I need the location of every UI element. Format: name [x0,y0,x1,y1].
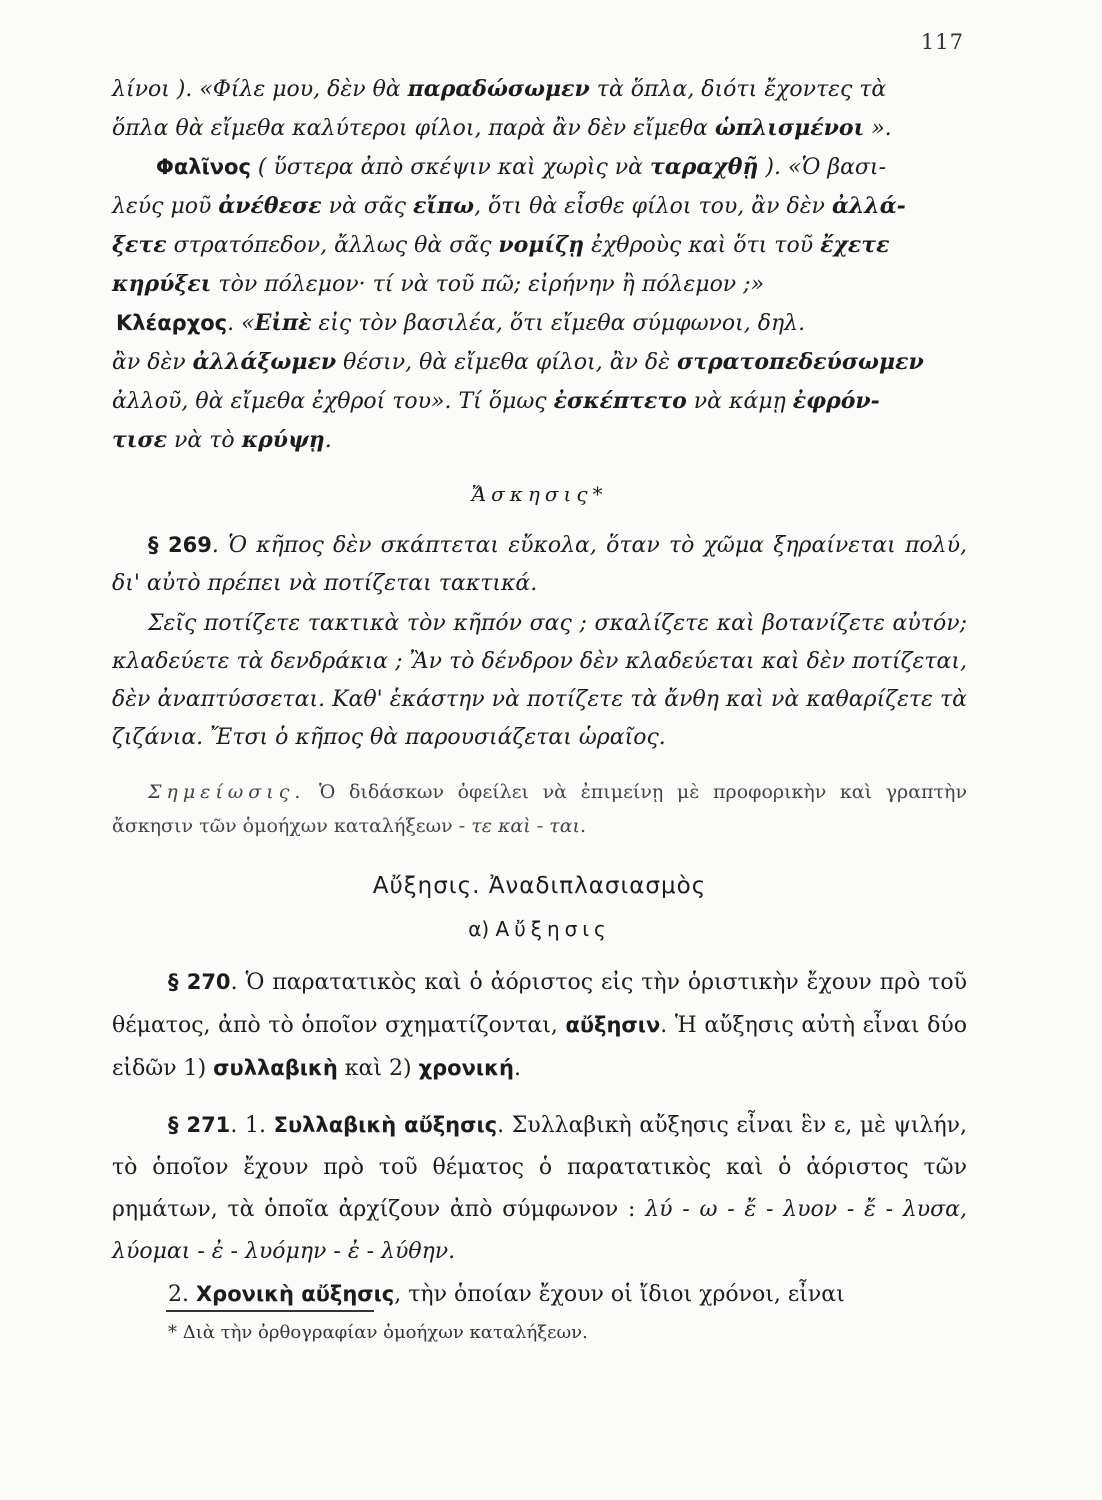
dialogue-line: ἂν δὲν ἀλλάξωμεν θέσιν, θὰ εἴμεθα φίλοι, ἂν δὲ στρατοπεδεύσωμεν [112,349,924,375]
paragraph-270: § 270. Ὁ παρατατικὸς καὶ ὁ ἀόριστος εἰς τὴν ὁριστικὴν ἔχουν πρὸ τοῦ θέματος, ἀπὸ τὸ ὁποῖον σχηματίζονται, αὔξησιν. Ἡ αὔξησις αὐτὴ εἶναι δύο εἰδῶν 1) συλλαβικὴ καὶ 2) χρονική. [112,970,968,1081]
dialogue-line: ξετε στρατόπεδον, ἄλλως θὰ σᾶς νομίζῃ ἐχθροὺς καὶ ὅτι τοῦ ἔχετε [112,232,890,258]
footnote-rule [166,1310,374,1312]
footnote: * Διὰ τὴν ὀρθογραφίαν ὁμοήχων καταλήξεων. [168,1322,588,1343]
exercise-paragraph: Σεῖς ποτίζετε τακτικὰ τὸν κῆπόν σας ; σκαλίζετε καὶ βοτανίζετε αὐτόν; κλαδεύετε τὰ δενδράκια ; Ἂν τὸ δένδρον δὲν κλαδεύεται καὶ δὲν ποτίζεται, δὲν ἀναπτύσσεται. Καθ' ἑκάστην νὰ ποτίζετε τὰ ἄνθη καὶ νὰ καθαρίζετε τὰ ζιζάνια. Ἔτσι ὁ κῆπος θὰ παρουσιάζεται ὡραῖος. [112,611,967,750]
dialogue-block [112,70,967,460]
section-number: § 271 [168,1113,231,1137]
dialogue-line: ὅπλα θὰ εἴμεθα καλύτεροι φίλοι, παρὰ ἂν δὲν εἴμεθα ὡπλισμένοι ». [112,115,892,141]
chapter-heading: Αὔξησις. Ἀναδιπλασιασμὸς [372,873,707,899]
dialogue-line: λεύς μοῦ ἀνέθεσε νὰ σᾶς εἴπω, ὅτι θὰ εἶσθε φίλοι του, ἂν δὲν ἀλλά- [112,193,906,219]
speaker-name: Κλέαρχος [116,311,228,335]
chapter-subheading: α) Αὔξησις [468,917,611,941]
section-number: § 269 [148,533,212,557]
exercise-paragraph-269: § 269. Ὁ κῆπος δὲν σκάπτεται εὔκολα, ὅταν τὸ χῶμα ξηραίνεται πολύ, δι' αὐτὸ πρέπει νὰ ποτίζεται τακτικά. [112,533,967,596]
teacher-note: Σημείωσις. Ὁ διδάσκων ὀφείλει νὰ ἐπιμείνῃ μὲ προφορικὴν καὶ γραπτὴν ἄσκησιν τῶν ὁμοήχων καταλήξεων - τε καὶ - ται. [112,781,967,837]
dialogue-line: Κλέαρχος. «Εἰπὲ εἰς τὸν βασιλέα, ὅτι εἴμεθα σύμφωνοι, δηλ. [116,310,806,336]
note-label: Σημείωσις. [148,781,306,803]
paragraph-271-2: 2. Χρονικὴ αὔξησις, τὴν ὁποίαν ἔχουν οἱ ἴδιοι χρόνοι, εἶναι [168,1282,845,1307]
page-number: 117 [920,30,964,54]
page-body [112,70,967,1316]
exercise-heading: Ἄσκησις* [471,482,608,506]
dialogue-line: κηρύξει τὸν πόλεμον· τί νὰ τοῦ πῶ; εἰρήνην ἢ πόλεμον ;» [112,271,765,297]
speaker-name: Φαλῖνος [156,155,251,179]
dialogue-line: Φαλῖνος ( ὕστερα ἀπὸ σκέψιν καὶ χωρὶς νὰ ταραχθῇ ). «Ὁ βασι- [156,154,886,180]
dialogue-line: ἀλλοῦ, θὰ εἴμεθα ἐχθροί του». Τί ὅμως ἐσκέπτετο νὰ κάμῃ ἐφρόν- [112,388,880,414]
dialogue-line: λίνοι ). «Φίλε μου, δὲν θὰ παραδώσωμεν τὰ ὅπλα, διότι ἔχοντες τὰ [112,76,887,102]
paragraph-271: § 271. 1. Συλλαβικὴ αὔξησις. Συλλαβικὴ αὔξησις εἶναι ἓν ε, μὲ ψιλήν, τὸ ὁποῖον ἔχουν πρὸ τοῦ θέματος ὁ παρατατικὸς καὶ ὁ ἀόριστος τῶν ρημάτων, τὰ ὁποῖα ἀρχίζουν ἀπὸ σύμφωνον : λύ - ω - ἔ - λυον - ἔ - λυσα, λύομαι - ἐ - λυόμην - ἐ - λύθην. [112,1113,968,1264]
dialogue-line: τισε νὰ τὸ κρύψῃ. [112,427,332,453]
section-number: § 270 [168,970,231,994]
